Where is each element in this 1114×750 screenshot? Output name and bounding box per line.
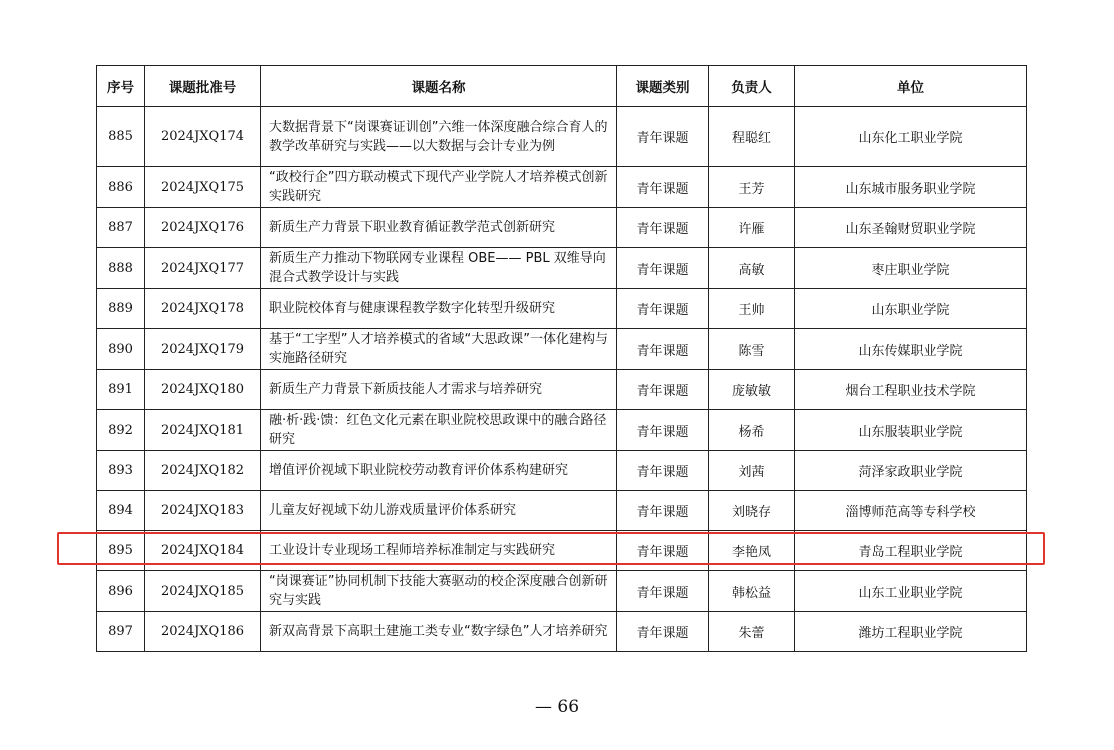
cell-serial-no: 887 <box>97 208 145 248</box>
cell-project-title: 增值评价视域下职业院校劳动教育评价体系构建研究 <box>261 451 617 491</box>
cell-serial-no: 888 <box>97 248 145 289</box>
cell-leader: 程聪红 <box>709 107 795 167</box>
cell-category: 青年课题 <box>617 248 709 289</box>
cell-approval-code: 2024JXQ179 <box>145 329 261 370</box>
cell-serial-no: 892 <box>97 410 145 451</box>
cell-category: 青年课题 <box>617 167 709 208</box>
cell-serial-no: 890 <box>97 329 145 370</box>
cell-project-title: 儿童友好视域下幼儿游戏质量评价体系研究 <box>261 491 617 531</box>
cell-unit: 山东职业学院 <box>795 289 1027 329</box>
table-row <box>97 167 1027 208</box>
cell-approval-code: 2024JXQ183 <box>145 491 261 531</box>
cell-approval-code: 2024JXQ178 <box>145 289 261 329</box>
cell-leader: 王芳 <box>709 167 795 208</box>
cell-project-title: 新质生产力背景下职业教育循证教学范式创新研究 <box>261 208 617 248</box>
cell-category: 青年课题 <box>617 370 709 410</box>
cell-approval-code: 2024JXQ182 <box>145 451 261 491</box>
table-row <box>97 491 1027 531</box>
cell-approval-code: 2024JXQ184 <box>145 531 261 571</box>
cell-category: 青年课题 <box>617 329 709 370</box>
table-row <box>97 451 1027 491</box>
cell-category: 青年课题 <box>617 451 709 491</box>
cell-project-title: 基于“工字型”人才培养模式的省域“大思政课”一体化建构与实施路径研究 <box>261 329 617 370</box>
cell-unit: 山东圣翰财贸职业学院 <box>795 208 1027 248</box>
header-leader: 负责人 <box>709 66 795 107</box>
table-header-row <box>97 66 1027 107</box>
cell-approval-code: 2024JXQ176 <box>145 208 261 248</box>
cell-project-title: 新质生产力推动下物联网专业课程 OBE—— PBL 双维导向混合式教学设计与实践 <box>261 248 617 289</box>
cell-project-title: “政校行企”四方联动模式下现代产业学院人才培养模式创新实践研究 <box>261 167 617 208</box>
cell-serial-no: 891 <box>97 370 145 410</box>
cell-unit: 山东服装职业学院 <box>795 410 1027 451</box>
cell-leader: 高敏 <box>709 248 795 289</box>
cell-project-title: 大数据背景下“岗课赛证训创”六维一体深度融合综合育人的教学改革研究与实践——以大数据与会计专业为例 <box>261 107 617 167</box>
cell-serial-no: 885 <box>97 107 145 167</box>
cell-leader: 韩松益 <box>709 571 795 612</box>
cell-leader: 庞敏敏 <box>709 370 795 410</box>
cell-category: 青年课题 <box>617 208 709 248</box>
cell-leader: 陈雪 <box>709 329 795 370</box>
cell-approval-code: 2024JXQ177 <box>145 248 261 289</box>
cell-category: 青年课题 <box>617 410 709 451</box>
cell-unit: 枣庄职业学院 <box>795 248 1027 289</box>
cell-category: 青年课题 <box>617 289 709 329</box>
cell-approval-code: 2024JXQ174 <box>145 107 261 167</box>
cell-leader: 许雁 <box>709 208 795 248</box>
cell-unit: 青岛工程职业学院 <box>795 531 1027 571</box>
table-row <box>97 571 1027 612</box>
cell-approval-code: 2024JXQ180 <box>145 370 261 410</box>
table-row <box>97 289 1027 329</box>
cell-leader: 朱蕾 <box>709 612 795 652</box>
cell-serial-no: 889 <box>97 289 145 329</box>
cell-serial-no: 894 <box>97 491 145 531</box>
cell-unit: 山东传媒职业学院 <box>795 329 1027 370</box>
cell-unit: 山东城市服务职业学院 <box>795 167 1027 208</box>
cell-unit: 潍坊工程职业学院 <box>795 612 1027 652</box>
header-category: 课题类别 <box>617 66 709 107</box>
highlight-box <box>57 532 1045 565</box>
cell-project-title: 融·析·践·馈：红色文化元素在职业院校思政课中的融合路径研究 <box>261 410 617 451</box>
cell-approval-code: 2024JXQ181 <box>145 410 261 451</box>
table-row <box>97 370 1027 410</box>
cell-unit: 烟台工程职业技术学院 <box>795 370 1027 410</box>
cell-project-title: 工业设计专业现场工程师培养标准制定与实践研究 <box>261 531 617 571</box>
cell-project-title: “岗课赛证”协同机制下技能大赛驱动的校企深度融合创新研究与实践 <box>261 571 617 612</box>
cell-serial-no: 897 <box>97 612 145 652</box>
table-row <box>97 329 1027 370</box>
table-row <box>97 612 1027 652</box>
cell-unit: 山东工业职业学院 <box>795 571 1027 612</box>
table-body <box>97 107 1027 652</box>
cell-project-title: 职业院校体育与健康课程教学数字化转型升级研究 <box>261 289 617 329</box>
table-row <box>97 107 1027 167</box>
cell-unit: 菏泽家政职业学院 <box>795 451 1027 491</box>
cell-project-title: 新质生产力背景下新质技能人才需求与培养研究 <box>261 370 617 410</box>
cell-serial-no: 893 <box>97 451 145 491</box>
cell-leader: 李艳凤 <box>709 531 795 571</box>
cell-leader: 王帅 <box>709 289 795 329</box>
cell-project-title: 新双高背景下高职土建施工类专业“数字绿色”人才培养研究 <box>261 612 617 652</box>
cell-unit: 淄博师范高等专科学校 <box>795 491 1027 531</box>
table-row <box>97 208 1027 248</box>
header-approval-code: 课题批准号 <box>145 66 261 107</box>
cell-category: 青年课题 <box>617 491 709 531</box>
cell-leader: 杨希 <box>709 410 795 451</box>
header-project-title: 课题名称 <box>261 66 617 107</box>
cell-approval-code: 2024JXQ175 <box>145 167 261 208</box>
cell-category: 青年课题 <box>617 531 709 571</box>
cell-approval-code: 2024JXQ186 <box>145 612 261 652</box>
cell-leader: 刘茜 <box>709 451 795 491</box>
cell-category: 青年课题 <box>617 107 709 167</box>
cell-approval-code: 2024JXQ185 <box>145 571 261 612</box>
page-number: — 66 <box>534 697 580 717</box>
cell-unit: 山东化工职业学院 <box>795 107 1027 167</box>
table-row <box>97 248 1027 289</box>
cell-serial-no: 886 <box>97 167 145 208</box>
cell-category: 青年课题 <box>617 571 709 612</box>
header-serial-no: 序号 <box>97 66 145 107</box>
cell-serial-no: 896 <box>97 571 145 612</box>
cell-serial-no: 895 <box>97 531 145 571</box>
cell-category: 青年课题 <box>617 612 709 652</box>
header-unit: 单位 <box>795 66 1027 107</box>
table-row <box>97 410 1027 451</box>
cell-leader: 刘晓存 <box>709 491 795 531</box>
